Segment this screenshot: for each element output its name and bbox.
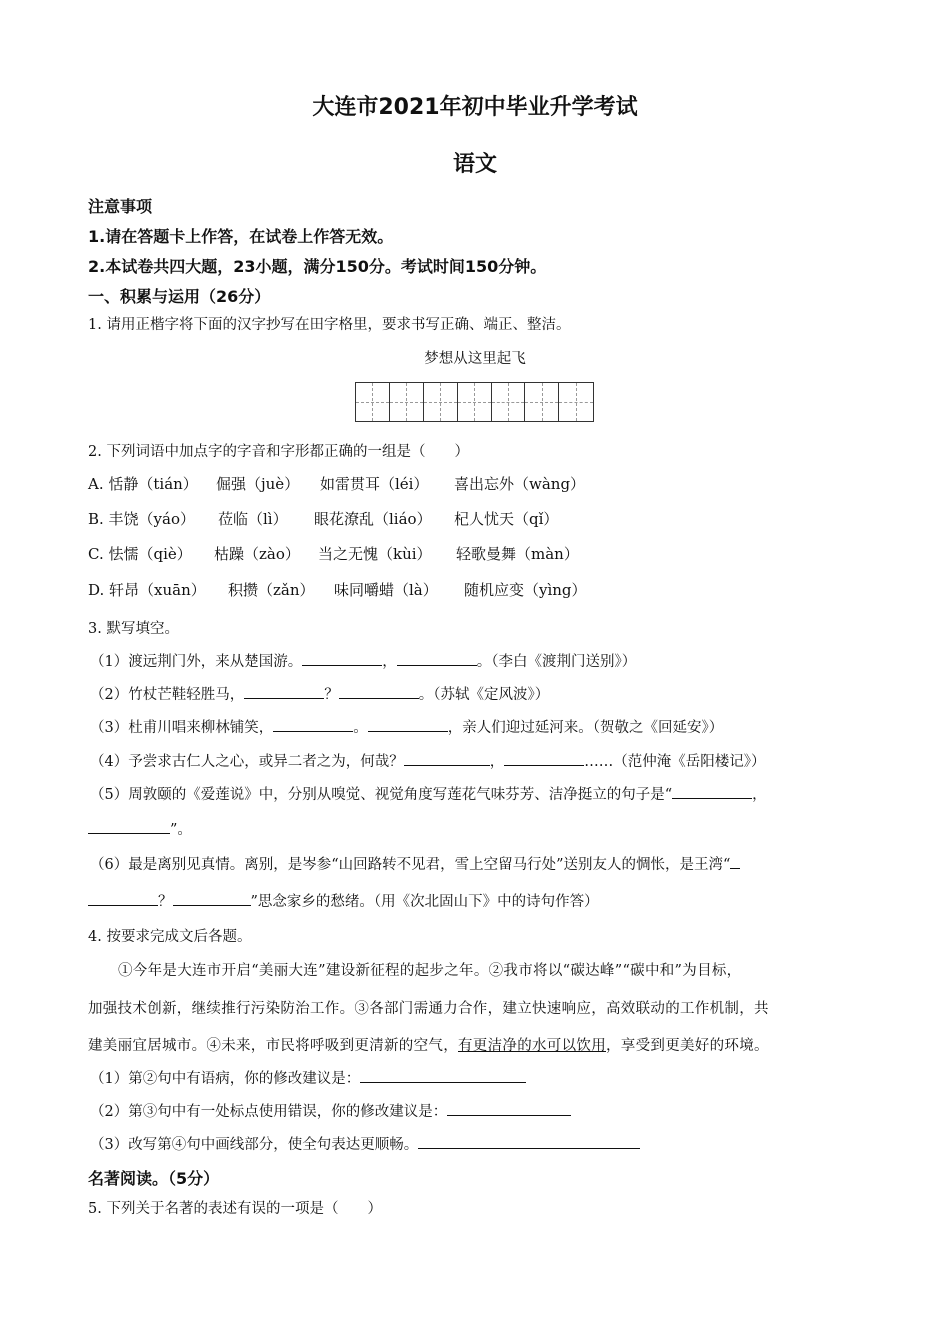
q3-2-source: 。（苏轼《定风波》） bbox=[418, 687, 550, 703]
passage-line-2: 加强技术创新，继续推行污染防治工作。③各部门需通力合作，建立快速响应，高效联动的工作机制，共 bbox=[88, 1001, 769, 1017]
question-3: 3. 默写填空。 bbox=[88, 621, 179, 637]
q3-1-sep: ， bbox=[382, 654, 397, 670]
q4-1 bbox=[90, 1067, 526, 1088]
tianzige-grid[interactable] bbox=[355, 382, 594, 422]
notice-item-2: 2.本试卷共四大题，23小题，满分150分。考试时间150分钟。 bbox=[88, 257, 547, 276]
q3-5-sep: ， bbox=[752, 787, 767, 803]
q3-5-blank-2[interactable] bbox=[88, 819, 170, 834]
q4-2-text: （2）第③句中有一处标点使用错误，你的修改建议是： bbox=[90, 1104, 448, 1120]
underlined-phrase: 有更洁净的水可以饮用 bbox=[458, 1038, 606, 1054]
option-d-2: 积攒（zǎn） bbox=[228, 581, 315, 599]
option-d[interactable] bbox=[88, 579, 587, 600]
q3-4 bbox=[90, 750, 765, 771]
q3-3-blank-2[interactable] bbox=[368, 717, 448, 732]
q3-5-cont bbox=[88, 818, 192, 839]
q3-2-blank-1[interactable] bbox=[244, 684, 324, 699]
option-b-4: 杞人忧天（qǐ） bbox=[454, 510, 559, 528]
q3-2-sep: ？ bbox=[324, 687, 339, 703]
q3-3-sep: 。 bbox=[353, 720, 368, 736]
q3-6-blank-1a[interactable] bbox=[730, 854, 740, 869]
q4-1-text: （1）第②句中有语病，你的修改建议是： bbox=[90, 1071, 361, 1087]
grid-cell[interactable] bbox=[559, 383, 593, 421]
q3-6-source: ”思念家乡的愁绪。（用《次北固山下》中的诗句作答） bbox=[250, 894, 599, 910]
q3-3-text: （3）杜甫川唱来柳林铺笑， bbox=[90, 720, 274, 736]
q3-6-cont bbox=[88, 890, 599, 911]
grid-cell[interactable] bbox=[525, 383, 559, 421]
option-b-2: 莅临（lì） bbox=[218, 510, 288, 528]
question-5: 5. 下列关于名著的表述有误的一项是（ ） bbox=[88, 1201, 382, 1217]
passage-line-3 bbox=[88, 1034, 769, 1055]
q3-5 bbox=[90, 783, 767, 804]
q3-1 bbox=[90, 650, 636, 671]
q3-5-end: ”。 bbox=[170, 822, 192, 838]
q3-6-sep: ？ bbox=[158, 894, 173, 910]
q3-4-sep: ， bbox=[489, 754, 505, 770]
q3-6-blank-2[interactable] bbox=[173, 891, 251, 906]
grid-cell[interactable] bbox=[356, 383, 390, 421]
exam-subject: 语文 bbox=[452, 152, 497, 177]
grid-cell[interactable] bbox=[390, 383, 424, 421]
option-d-4: 随机应变（yìng） bbox=[464, 581, 587, 599]
section-2-heading: 名著阅读。（5分） bbox=[88, 1169, 220, 1188]
q3-4-source: ……（范仲淹《岳阳楼记》） bbox=[584, 754, 766, 770]
q4-3-text: （3）改写第④句中画线部分，使全句表达更顺畅。 bbox=[90, 1137, 419, 1153]
option-a-1: A. 恬静（tián） bbox=[88, 475, 198, 493]
option-c-4: 轻歌曼舞（màn） bbox=[456, 545, 579, 563]
q4-2-blank[interactable] bbox=[447, 1101, 571, 1116]
q3-6-blank-1b[interactable] bbox=[88, 891, 158, 906]
q4-1-blank[interactable] bbox=[360, 1068, 526, 1083]
option-b[interactable] bbox=[88, 508, 558, 529]
copy-phrase: 梦想从这里起飞 bbox=[424, 351, 526, 367]
option-c-3: 当之无愧（kùi） bbox=[318, 545, 432, 563]
q3-5-text: （5）周敦颐的《爱莲说》中，分别从嗅觉、视觉角度写莲花气味芬芳、洁净挺立的句子是“ bbox=[90, 787, 673, 803]
q3-6-text: （6）最是离别见真情。离别，是岑参“山回路转不见君，雪上空留马行处”送别友人的惆怅，是王湾“ bbox=[90, 857, 731, 873]
q3-4-blank-2[interactable] bbox=[504, 751, 584, 766]
q3-3-source: ，亲人们迎过延河来。（贺敬之《回延安》） bbox=[447, 720, 724, 736]
q3-5-blank-1[interactable] bbox=[672, 784, 752, 799]
q3-1-blank-1[interactable] bbox=[302, 651, 382, 666]
q3-1-blank-2[interactable] bbox=[397, 651, 477, 666]
question-2: 2. 下列词语中加点字的字音和字形都正确的一组是（ ） bbox=[88, 444, 469, 460]
q3-6 bbox=[90, 853, 740, 874]
option-a-2: 倔强（juè） bbox=[216, 475, 300, 493]
q3-1-source: 。（李白《渡荆门送别》） bbox=[476, 654, 637, 670]
q3-1-text: （1）渡远荆门外，来从楚国游。 bbox=[90, 654, 303, 670]
q3-3-blank-1[interactable] bbox=[273, 717, 353, 732]
passage-line-1: ①今年是大连市开启“美丽大连”建设新征程的起步之年。②我市将以“碳达峰”“碳中和”为目标， bbox=[118, 963, 742, 979]
option-c-2: 枯躁（zào） bbox=[214, 545, 300, 563]
passage-line-3-b: ，享受到更美好的环境。 bbox=[606, 1038, 769, 1054]
option-d-3: 味同嚼蜡（là） bbox=[334, 581, 438, 599]
option-a[interactable] bbox=[88, 473, 585, 494]
grid-cell[interactable] bbox=[424, 383, 458, 421]
notice-heading: 注意事项 bbox=[88, 197, 153, 216]
option-a-4: 喜出忘外（wàng） bbox=[454, 475, 586, 493]
q4-3-blank[interactable] bbox=[418, 1134, 640, 1149]
option-c[interactable] bbox=[88, 543, 579, 564]
q3-2-text: （2）竹杖芒鞋轻胜马， bbox=[90, 687, 245, 703]
q4-3 bbox=[90, 1133, 640, 1154]
exam-title: 大连市2021年初中毕业升学考试 bbox=[312, 95, 638, 120]
q3-2-blank-2[interactable] bbox=[339, 684, 419, 699]
q3-4-text: （4）予尝求古仁人之心，或异二者之为，何哉？ bbox=[90, 754, 404, 770]
q3-2 bbox=[90, 683, 549, 704]
option-c-1: C. 怯懦（qiè） bbox=[88, 545, 192, 563]
option-a-3: 如雷贯耳（léi） bbox=[320, 475, 429, 493]
question-1: 1. 请用正楷字将下面的汉字抄写在田字格里，要求书写正确、端正、整洁。 bbox=[88, 317, 571, 333]
q3-3 bbox=[90, 716, 723, 737]
question-4: 4. 按要求完成文后各题。 bbox=[88, 929, 252, 945]
grid-cell[interactable] bbox=[492, 383, 526, 421]
option-b-3: 眼花潦乱（liáo） bbox=[314, 510, 432, 528]
section-1-heading: 一、积累与运用（26分） bbox=[88, 287, 271, 306]
grid-cell[interactable] bbox=[458, 383, 492, 421]
q3-4-blank-1[interactable] bbox=[404, 751, 490, 766]
notice-item-1: 1.请在答题卡上作答，在试卷上作答无效。 bbox=[88, 227, 394, 246]
option-b-1: B. 丰饶（yáo） bbox=[88, 510, 196, 528]
q4-2 bbox=[90, 1100, 571, 1121]
passage-line-3-a: 建美丽宜居城市。④未来，市民将呼吸到更清新的空气， bbox=[88, 1038, 458, 1054]
option-d-1: D. 轩昂（xuān） bbox=[88, 581, 206, 599]
